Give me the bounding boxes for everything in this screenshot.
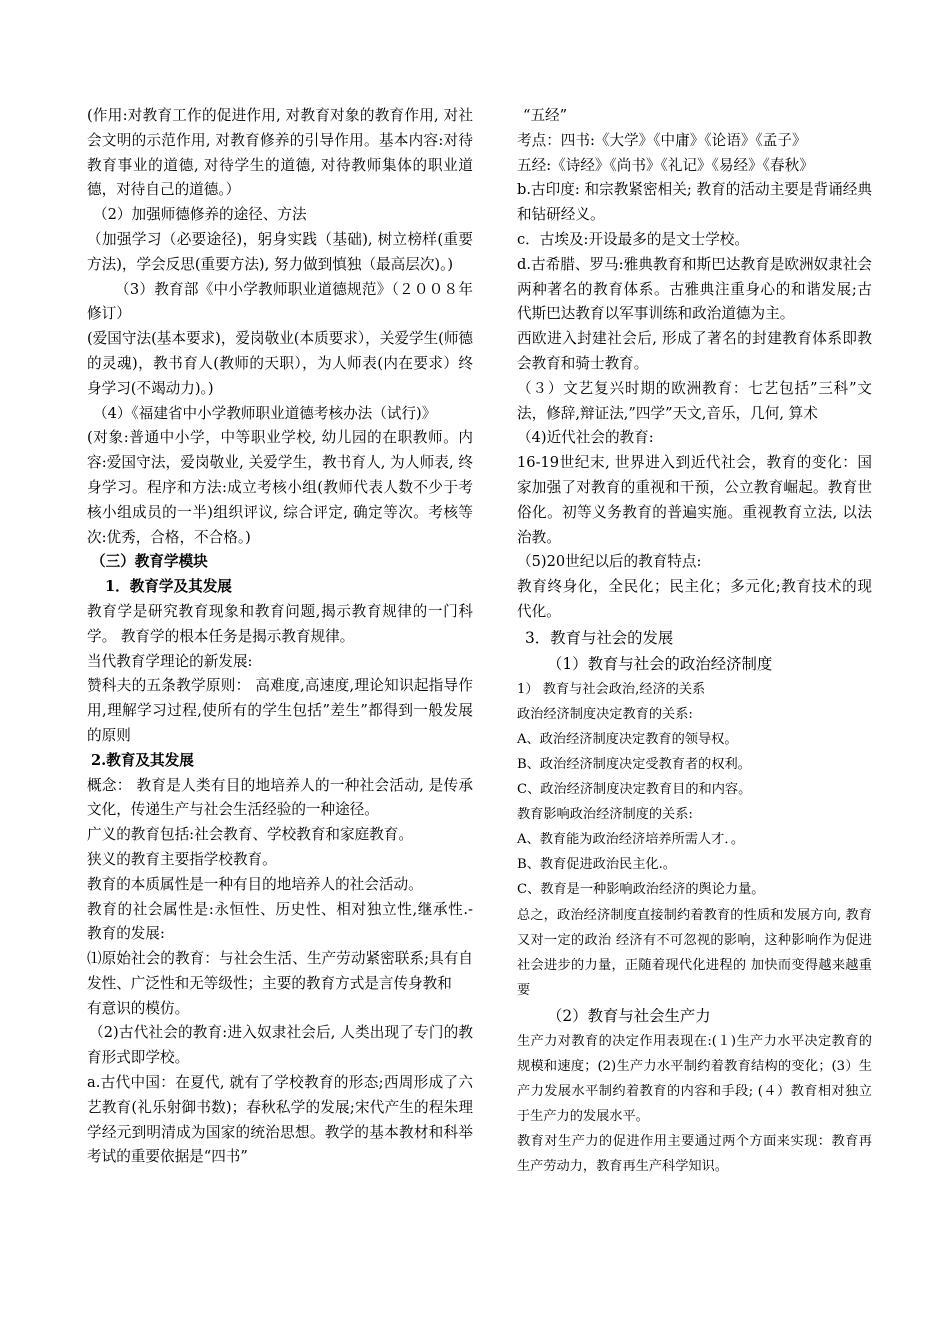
section-heading: 2.教育及其发展 bbox=[91, 751, 194, 769]
paragraph: （加强学习（必要途径)，躬身实践（基础), 树立榜样(重要方法)，学会反思(重要方法), 努力做到慎独（最高层次)。) bbox=[87, 230, 473, 273]
paragraph: 赞科夫的五条教学原则： 高难度,高速度,理论知识起指导作用,理解学习过程,使所有的学生包括”差生”都得到一般发展的原则 bbox=[87, 677, 473, 744]
paragraph: A、政治经济制度决定教育的领导权。 bbox=[517, 731, 738, 747]
paragraph: （2)古代社会的教育:进入奴隶社会后, 人类出现了专门的教育形式即学校。 bbox=[87, 1024, 473, 1067]
paragraph: B、教育促进政治民主化.。 bbox=[517, 857, 676, 873]
paragraph: 西欧进入封建社会后, 形成了著名的封建教育体系即教会教育和骑士教育。 bbox=[517, 330, 872, 372]
paragraph: 教育的社会属性是:永恒性、历史性、相对独立性,继承性.- 教育的发展: bbox=[87, 900, 473, 943]
paragraph: C、政治经济制度决定教育目的和内容。 bbox=[517, 782, 752, 798]
right-column bbox=[517, 104, 872, 1180]
paragraph: 有意识的模仿。 bbox=[87, 999, 190, 1017]
paragraph: 教育影响政治经济制度的关系: bbox=[517, 807, 693, 823]
paragraph: (作用:对教育工作的促进作用, 对教育对象的教育作用, 对社会文明的示范作用, 对教育修养的引导作用。基本内容:对待教育事业的道德, 对待学生的道德, 对待教师集体的职业道德，对待自己的道德。） bbox=[87, 107, 473, 199]
paragraph: B、政治经济制度决定受教育者的权利。 bbox=[517, 757, 751, 773]
section-heading: （2）教育与社会生产力 bbox=[547, 1006, 711, 1025]
paragraph: c．古埃及:开设最多的是文士学校。 bbox=[517, 230, 749, 248]
paragraph: 教育的本质属性是一种有目的地培养人的社会活动。 bbox=[87, 875, 423, 893]
paragraph: 生产力对教育的决定作用表现在:(１)生产力水平决定教育的规模和速度；(2)生产力水平制约着教育结构的变化；(3）生产力发展水平制约着教育的内容和手段; (４）教育相对独立于生产力的发展水平。 bbox=[517, 1033, 872, 1125]
section-heading: （1）教育与社会的政治经济制度 bbox=[547, 654, 773, 673]
paragraph: 总之，政治经济制度直接制约着教育的性质和发展方向, 教育又对一定的政治 经济有不可忽视的影响，这种影响作为促进社会进步的力量，正随着现代化进程的 加快而变得越来越重要 bbox=[517, 907, 872, 998]
paragraph: C、教育是一种影响政治经济的舆论力量。 bbox=[517, 882, 765, 898]
paragraph: （5)20世纪以后的教育特点: bbox=[517, 553, 702, 571]
paragraph: d.古希腊、罗马:雅典教育和斯巴达教育是欧洲奴隶社会两种著名的教育体系。古雅典注重身心的和谐发展;古代斯巴达教育以军事训练和政治道德为主。 bbox=[517, 255, 872, 323]
paragraph: （4)近代社会的教育: bbox=[517, 429, 654, 447]
left-column bbox=[87, 104, 473, 1170]
section-heading: （三）教育学模块 bbox=[91, 553, 208, 571]
paragraph: 狭义的教育主要指学校教育。 bbox=[87, 850, 277, 868]
paragraph: 概念： 教育是人类有目的地培养人的一种社会活动, 是传承文化，传递生产与社会生活经验的一种途径。 bbox=[87, 776, 473, 819]
paragraph: 政治经济制度决定教育的关系: bbox=[517, 706, 693, 722]
paragraph: 1） 教育与社会政治,经济的关系 bbox=[517, 681, 706, 697]
paragraph: (对象:普通中小学，中等职业学校, 幼儿园的在职教师。内容:爱国守法，爱岗敬业, 关爱学生，教书育人, 为人师表, 终身学习。程序和方法:成立考核小组(教师代表人数不少于考核小组成员的一半)组织评议, 综合评定, 确定等次。考核等次:优秀，合格，不合格。) bbox=[87, 429, 473, 546]
paragraph: 16-19世纪末, 世界进入到近代社会，教育的变化：国家加强了对教育的重视和干预，公立教育崛起。教育世俗化。初等义务教育的普遍实施。重视教育立法, 以法治教。 bbox=[517, 454, 872, 546]
section-heading: 1．教育学及其发展 bbox=[105, 578, 232, 596]
paragraph: （4）《福建省中小学教师职业道德考核办法（试行)》 bbox=[93, 404, 437, 422]
paragraph: 教育终身化，全民化；民主化；多元化;教育技术的现代化。 bbox=[517, 578, 872, 620]
paragraph: 当代教育学理论的新发展: bbox=[87, 652, 253, 670]
paragraph: (爱国守法(基本要求)，爱岗敬业(本质要求），关爱学生(师德的灵魂)，教书育人(教师的天职），为人师表(内在要求）终身学习(不竭动力)。) bbox=[87, 330, 474, 397]
paragraph: 教育学是研究教育现象和教育问题,揭示教育规律的一门科学。 教育学的根本任务是揭示教育规律。 bbox=[87, 602, 473, 645]
paragraph: 广义的教育包括:社会教育、学校教育和家庭教育。 bbox=[87, 826, 413, 844]
paragraph: （3）教育部《中小学教师职业道德规范》（２００８年修订） bbox=[87, 280, 473, 323]
paragraph: “五经” bbox=[523, 107, 568, 124]
paragraph: ⑴原始社会的教育：与社会生活、生产劳动紧密联系;具有自发性、广泛性和无等级性；主要的教育方式是言传身教和 bbox=[87, 950, 473, 992]
paragraph: A、教育能为政治经济培养所需人才．。 bbox=[517, 832, 745, 848]
paragraph: （2）加强师德修养的途径、方法 bbox=[93, 206, 307, 224]
paragraph: （３）文艺复兴时期的欧洲教育：七艺包括”三科”文法，修辞,辩证法,”四学”天文,音乐，几何, 算术 bbox=[517, 379, 872, 422]
paragraph: b.古印度: 和宗教紧密相关; 教育的活动主要是背诵经典和钻研经义。 bbox=[517, 181, 872, 224]
paragraph: 五经:《诗经》《尚书》《礼记》《易经》《春秋》 bbox=[517, 156, 814, 174]
paragraph: 考点：四书:《大学》《中庸》《论语》《孟子》 bbox=[517, 131, 807, 149]
paragraph: 教育对生产力的促进作用主要通过两个方面来实现：教育再生产劳动力，教育再生产科学知识。 bbox=[517, 1134, 872, 1175]
paragraph: a.古代中国：在夏代, 就有了学校教育的形态;西周形成了六艺教育(礼乐射御书数)；春秋私学的发展;宋代产生的程朱理学经元到明清成为国家的统治思想。教学的基本教材和科举考试的重要依据是“四书” bbox=[87, 1074, 473, 1166]
section-heading: 3．教育与社会的发展 bbox=[525, 628, 674, 647]
